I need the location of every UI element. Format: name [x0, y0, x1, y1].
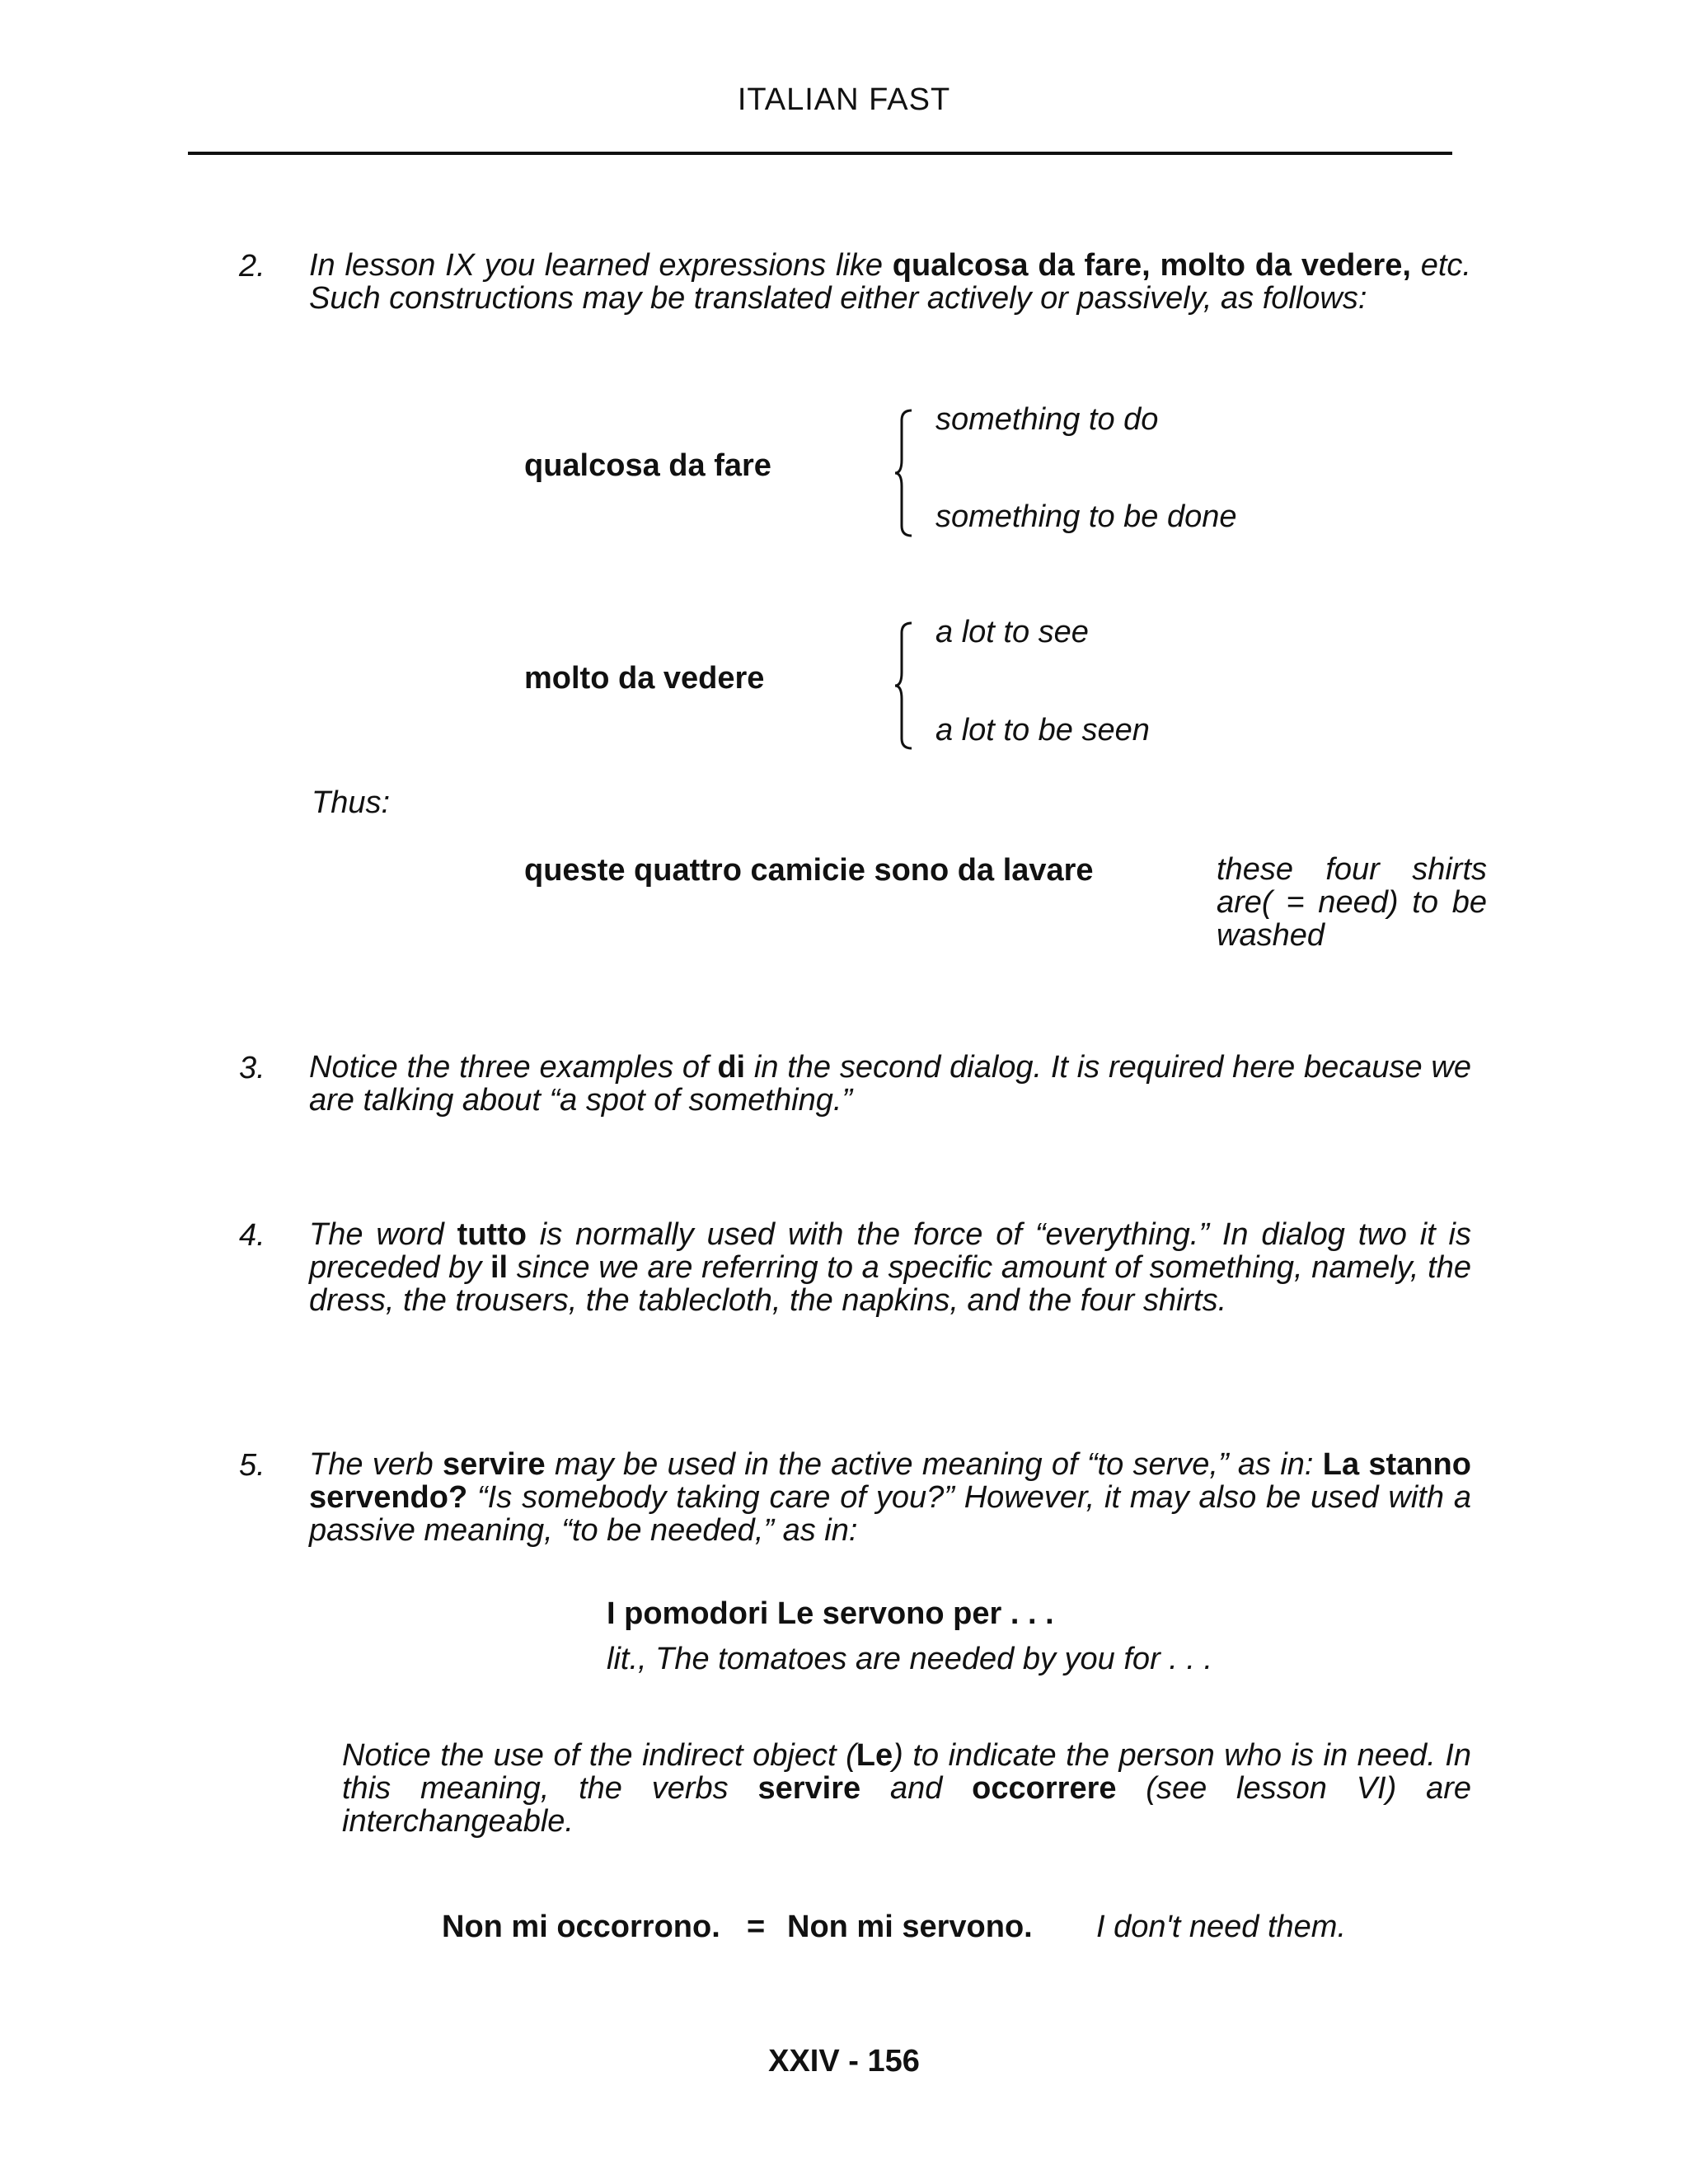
item-number-5: 5.	[239, 1448, 265, 1483]
item-5-note: Notice the use of the indirect object (Le) to indicate the person who is in need. In this meaning, the verbs servire and occorrere (see lesson VI) are interchangeable.	[342, 1738, 1472, 1839]
meaning-a-lot-to-see: a lot to see	[935, 615, 1089, 649]
item-number-3: 3.	[239, 1051, 265, 1085]
item-number-4: 4.	[239, 1218, 265, 1253]
page-number: XXIV - 156	[768, 2044, 920, 2079]
left-brace-1	[895, 407, 920, 539]
example-phrase-molto: molto da vedere	[524, 661, 765, 696]
left-brace-2	[895, 620, 920, 752]
item-4-paragraph: The word tutto is normally used with the force of “everything.” In dialog two it is preceded by il since we are referring to a specific amount of something, namely, the dress, the trousers, the tablecloth, the napkins, and the four shirts.	[309, 1217, 1472, 1318]
item-2-paragraph: In lesson IX you learned expressions like qualcosa da fare, molto da vedere, etc. Such constructions may be translated either actively or passively, as follows:	[309, 248, 1471, 316]
translation-shirts: these four shirts are( = need) to be washed	[1217, 852, 1487, 953]
equation-left: Non mi occorrono.	[442, 1910, 720, 1944]
example-phrase-pomodori: I pomodori Le servono per . . .	[607, 1596, 1054, 1631]
equation-meaning: I don't need them.	[1096, 1910, 1347, 1944]
example-phrase-camicie: queste quattro camicie sono da lavare	[524, 853, 1094, 888]
item-5-paragraph: The verb servire may be used in the active meaning of “to serve,” as in: La stanno servendo? “Is somebody taking care of you?” However, it may also be used with a passive meaning, “to be needed,” as in:	[309, 1447, 1471, 1548]
header-rule	[188, 152, 1452, 155]
running-header: ITALIAN FAST	[737, 82, 951, 117]
item-3-paragraph: Notice the three examples of di in the second dialog. It is required here because we are talking about “a spot of something.”	[309, 1050, 1471, 1118]
meaning-a-lot-to-be-seen: a lot to be seen	[935, 713, 1150, 748]
item-number-2: 2.	[239, 249, 265, 284]
thus-label: Thus:	[312, 785, 391, 820]
equation-equals: =	[747, 1910, 766, 1944]
equation-right: Non mi servono.	[787, 1910, 1033, 1944]
meaning-something-to-be-done: something to be done	[935, 499, 1237, 534]
example-phrase-qualcosa: qualcosa da fare	[524, 448, 771, 483]
example-literal-translation: lit., The tomatoes are needed by you for . . .	[607, 1642, 1213, 1676]
meaning-something-to-do: something to do	[935, 402, 1159, 437]
